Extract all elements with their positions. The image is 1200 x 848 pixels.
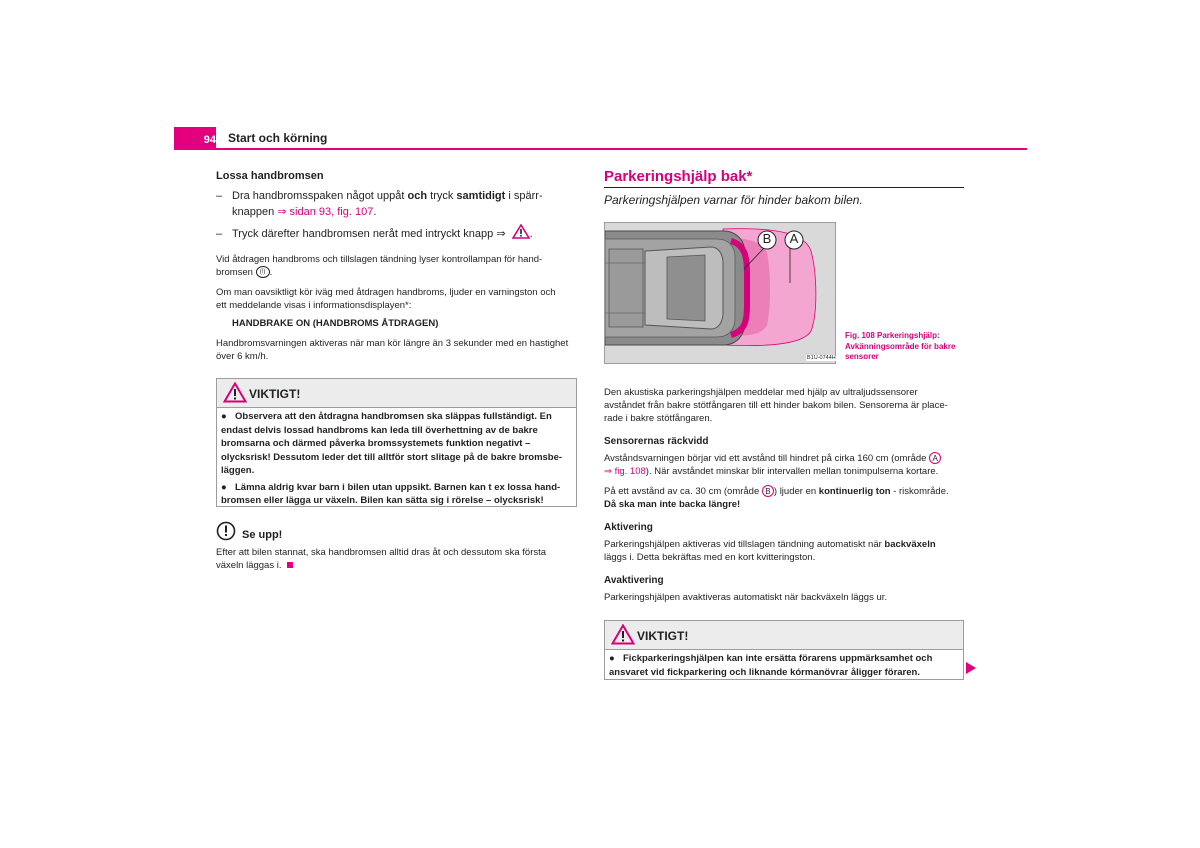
display-message: HANDBRAKE ON (HANDBROMS ÅTDRAGEN) <box>232 318 439 329</box>
deactivation-paragraph: Parkeringshjälpen avaktiveras automatiskt när backväxeln läggs ur. <box>604 592 888 603</box>
warning-box-parking <box>604 620 964 680</box>
range-paragraph: Avståndsvarningen börjar vid ett avstånd till hindret på cirka 160 cm (område A ⇒ fig. 108). När avståndet minskar blir intervallen mellan tonimpulserna kortare. <box>604 452 969 478</box>
warning-text: ● Fickparkeringshjälpen kan inte ersätta förarens uppmärksamhet och ansvaret vid fickparkering och liknande kórmanövrar åligger föraren. <box>609 653 933 678</box>
figure-code: B1U-0744H <box>807 355 836 361</box>
parking-sensor-figure <box>604 222 836 364</box>
activation-paragraph: Parkeringshjälpen aktiveras vid tillslagen tändning automatiskt när backväxeln läggs i. Detta bekräftas med en kort kvitteringston. <box>604 539 936 563</box>
warning-triangle-icon <box>223 382 247 403</box>
warning-header <box>605 621 963 650</box>
warning-triangle-icon <box>512 224 530 239</box>
caution-label: Se upp! <box>242 529 283 541</box>
caution-text: Efter att bilen stannat, ska handbromsen alltid dras åt och dessutom ska första växeln läggas i. <box>216 547 547 571</box>
end-square-icon <box>287 562 293 568</box>
paragraph-activation: Handbromsvarningen aktiveras när man kör längre än 3 sekunder med en hastighet över 6 km/h. <box>216 338 569 362</box>
section-rule <box>604 187 964 188</box>
warning-triangle-icon <box>611 624 635 645</box>
section-subtitle: Parkeringshjälpen varnar för hinder bakom bilen. <box>604 193 863 207</box>
page-number: 94 <box>174 127 216 148</box>
handbrake-lamp-icon: (!) <box>256 266 270 278</box>
warning-box-handbrake <box>216 378 577 507</box>
next-page-arrow-icon[interactable] <box>966 662 976 674</box>
step-1: – Dra handbromsspaken något uppåt och tryck samtidigt i spärr- knappen ⇒ sidan 93, fig. 107. <box>216 190 543 218</box>
warning-bullet-2: ● Lämna aldrig kvar barn i bilen utan uppsikt. Barnen kan t ex lossa hand- bromsen eller lägga ur växeln. Bilen kan sätta sig i rörelse – olycksrisk! <box>221 481 561 506</box>
release-handbrake-heading: Lossa handbromsen <box>216 170 324 182</box>
warning-header <box>217 379 576 408</box>
warning-label: VIKTIGT! <box>637 629 689 643</box>
heading-deactivation: Avaktivering <box>604 575 664 586</box>
area-a-marker: A <box>929 452 941 464</box>
intro-paragraph: Den akustiska parkeringshjälpen meddelar med hjälp av ultraljudssensorer avståndet från bakre stötfångaren till ett hinder bakom bilen. Sensorerna är place- rade i bakre stötfångaren. <box>604 387 948 424</box>
warning-text <box>217 408 576 508</box>
section-title: Parkeringshjälp bak* <box>604 168 753 185</box>
warning-label: VIKTIGT! <box>249 387 301 401</box>
link-page-93[interactable]: ⇒ sidan 93, fig. 107 <box>277 206 374 218</box>
header-rule <box>174 148 1027 150</box>
chapter-title: Start och körning <box>228 131 328 145</box>
paragraph-warning-tone: Om man oavsiktligt kör iväg med åtdragen handbroms, ljuder en varningston och ett meddelande visas i informationsdisplayen*: <box>216 287 556 311</box>
warning-bullet-1: ● Observera att den åtdragna handbromsen ska släppas fullständigt. En endast delvis lossad handbroms kan leda till överhettning av de bakre bromsarna och därmed påverka bromssystemets funktion negativt – olycksrisk! Dessutom leder det till alltför stort slitage på de bakre bromsbe- läggen. <box>221 411 563 476</box>
label-b: B <box>762 231 772 246</box>
area-b-marker: B <box>762 485 774 497</box>
figure-caption: Fig. 108 Parkeringshjälp: Avkänningsområde för bakre sensorer <box>845 331 956 361</box>
heading-range: Sensorernas räckvidd <box>604 436 709 447</box>
range-30cm-paragraph: På ett avstånd av ca. 30 cm (område B ) ljuder en kontinuerlig ton - riskområde. Då ska man inte backa längre! <box>604 486 949 510</box>
step-2: – Tryck därefter handbromsen neråt med intryckt knapp ⇒ . <box>216 224 576 242</box>
label-a: A <box>789 231 799 246</box>
link-fig-108[interactable]: ⇒ fig. 108 <box>604 466 646 477</box>
paragraph-control-lamp: Vid åtdragen handbroms och tillslagen tändning lyser kontrollampan för hand- bromsen (!) . <box>216 254 543 278</box>
heading-activation: Aktivering <box>604 522 653 533</box>
caution-exclamation-icon <box>216 521 236 541</box>
